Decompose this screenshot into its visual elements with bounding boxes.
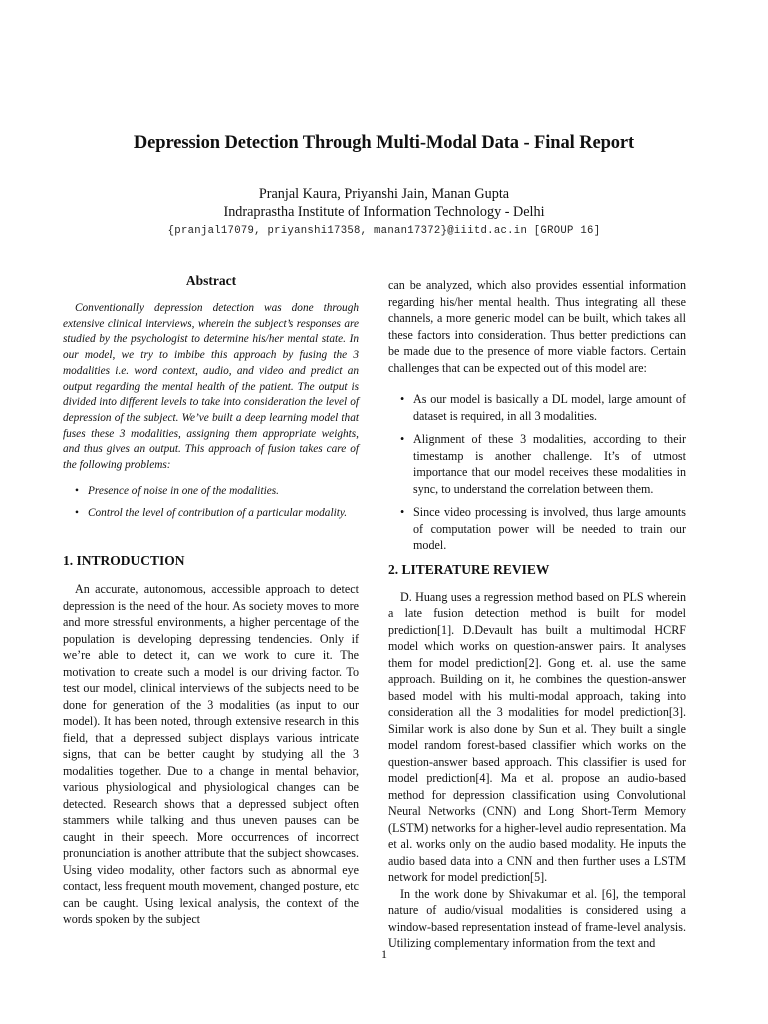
continuation-text: can be analyzed, which also provides essential information regarding his/her mental health. Thus integrating all these channels, a more generic model can be built, which takes all these factors into consideration. Thus better predictions can be made due to the presence of more viable factors. Certain challenges that can be expected out of this model are: [388, 278, 686, 375]
paper-title: Depression Detection Through Multi-Modal Data - Final Report [133, 133, 635, 153]
author-list: Pranjal Kaura, Priyanshi Jain, Manan Gupta [258, 186, 510, 202]
list-item-text: Since video processing is involved, thus large amounts of computation power will be needed to train our model. [413, 505, 686, 552]
bullet-icon: • [75, 484, 79, 497]
list-item [388, 504, 686, 554]
list-item [388, 431, 686, 497]
affiliation: Indraprastha Institute of Information Technology - Delhi [223, 204, 545, 220]
abstract-text: Conventionally depression detection was done through extensive clinical interviews, wherein the subject’s responses are studied by the psychologist to determine his/her mental state. In our model, we try to imbibe this approach by fusing the 3 modalities i.e. word context, audio, and video and predict an output regarding the mental health of the patient. The output is divided into different levels to take into consideration the level of depression of the subject. We’ve built a deep learning model that fuses these 3 modalities, assigning them appropriate weights, and thus gives an output. This approach of fusion takes care of the following problems: [63, 302, 359, 472]
section-heading-literature: 2. LITERATURE REVIEW [388, 561, 550, 577]
author-emails: {pranjal17079, priyanshi17358, manan17372}@iiitd.ac.in [GROUP 16] [167, 225, 601, 237]
literature-paragraph-2: In the work done by Shivakumar et al. [6], the temporal nature of audio/visual modalities is considered using a window-based representation instead of frame-level analysis. Utilizing complementary information from the text and [388, 886, 686, 950]
list-item-text: Alignment of these 3 modalities, according to their timestamp is another challenge. It’s of utmost importance that our model receives these modalities in sync, to understand the correlation between them. [413, 432, 686, 496]
section-heading-introduction: 1. INTRODUCTION [63, 553, 185, 569]
list-item [388, 391, 686, 424]
abstract-heading: Abstract [185, 273, 237, 288]
abstract-bullet-list [63, 484, 359, 522]
list-item-text: As our model is basically a DL model, large amount of dataset is required, in all 3 modalities. [413, 392, 686, 423]
left-column [63, 273, 359, 928]
challenges-bullet-list [388, 391, 686, 554]
right-column [388, 277, 686, 952]
list-item-text: Presence of noise in one of the modalities. [88, 484, 279, 497]
page-number: 1 [381, 947, 387, 961]
bullet-icon: • [400, 392, 405, 406]
introduction-text: An accurate, autonomous, accessible approach to detect depression is the need of the hour. As society moves to more and more stressful environments, a higher percentage of the population is developing depressing tendencies. Only if we’re able to detect it, can we work to cure it. The motivation to create such a model is our driving factor. To test our model, clinical interviews of the subjects need to be done for generation of the 3 modalities (as input to our model). It has been noted, through extensive research in this field, that a depressed subject displays various intricate signs, that can be better caught by studying all the 3 modalities together. Due to a change in mental behavior, various physiological and physiological changes can be detected. Research shows that a depressed subject often stammers while talking and thus uneven pauses can be caught in their speech. More occurrences of incorrect pronunciation is another attribute that the subject showcases. Using video modality, other factors such as abnormal eye contact, less frequent mouth movement, changed posture, etc can be caught. Using lexical analysis, the context of the words spoken by the subject [63, 582, 359, 927]
literature-paragraph-1: D. Huang uses a regression method based on PLS wherein a late fusion detection method is built for model prediction[1]. D.Devault has built a multimodal HCRF model which works on question-answer pairs. It analyses them for model prediction[2]. Gong et. al. use the same approach. Building on it, he combines the question-answer based model with his multi-modal approach, taking into consideration all the 3 modalities for model prediction[3]. Similar work is also done by Sun et al. They built a single model random forest-based classifier which works on the question-answer based approach. This classifier is used for model prediction[4]. Ma et al. propose an audio-based method for depression classification using Convolutional Neural Networks (CNN) and Long Short-Term Memory (LSTM) networks for a higher-level audio representation. Ma et al. works only on the audio based modality. He inputs the audio based data into a CNN and then further uses a LSTM network for model prediction[5]. [388, 589, 686, 884]
list-item-text: Control the level of contribution of a particular modality. [88, 507, 348, 520]
list-item [63, 506, 359, 522]
bullet-icon: • [400, 505, 405, 519]
list-item [63, 484, 359, 500]
bullet-icon: • [75, 507, 79, 520]
bullet-icon: • [400, 432, 405, 446]
